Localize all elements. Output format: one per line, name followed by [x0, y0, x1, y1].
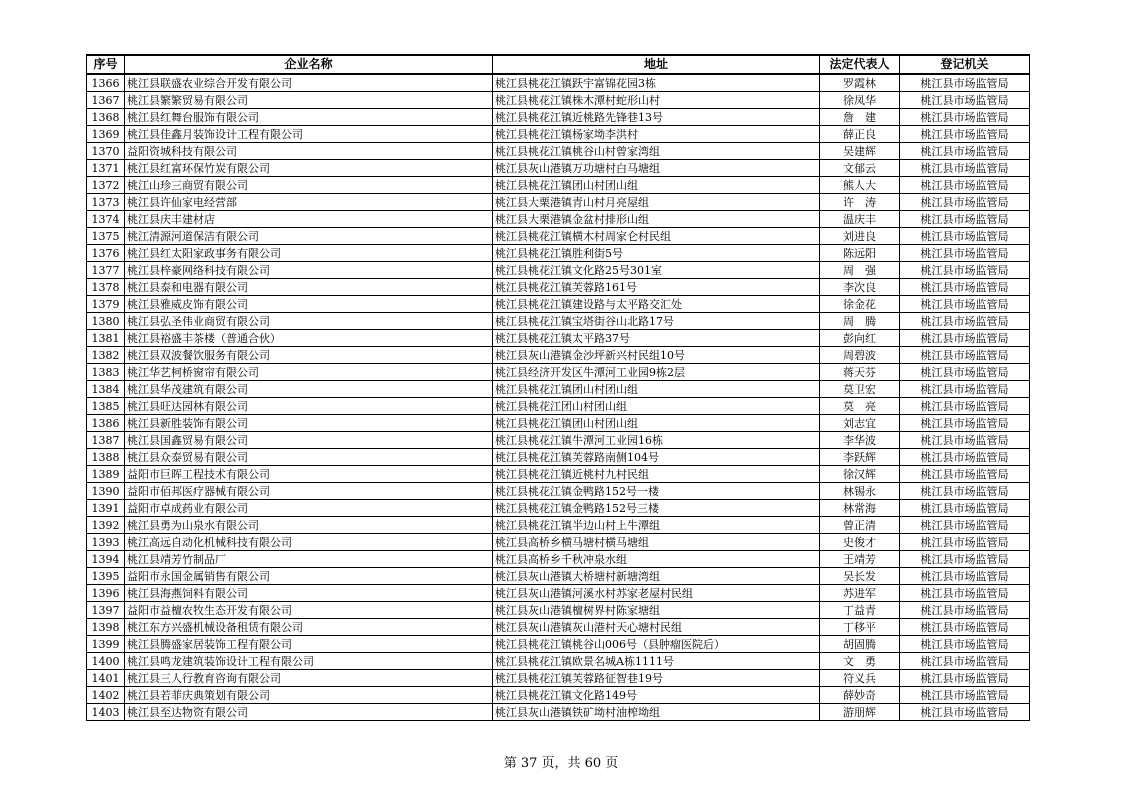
cell-legal-representative: 徐汉辉 [820, 466, 900, 483]
cell-address: 桃江县经济开发区牛潭河工业园9栋2层 [493, 364, 820, 381]
table-row [87, 415, 1030, 432]
cell-address: 桃江县桃花江镇株木潭村蛇形山村 [493, 92, 820, 109]
cell-company-name: 桃江县新胜装饰有限公司 [125, 415, 493, 432]
cell-serial-number: 1372 [87, 177, 125, 194]
cell-serial-number: 1400 [87, 653, 125, 670]
cell-legal-representative: 林常海 [820, 500, 900, 517]
cell-company-name: 益阳市益檀农牧生态开发有限公司 [125, 602, 493, 619]
cell-registration-authority: 桃江县市场监管局 [900, 177, 1030, 194]
table-row [87, 551, 1030, 568]
cell-serial-number: 1368 [87, 109, 125, 126]
cell-company-name: 桃江县梓豪网络科技有限公司 [125, 262, 493, 279]
cell-legal-representative: 文 勇 [820, 653, 900, 670]
table-row [87, 619, 1030, 636]
registry-table [86, 54, 1030, 721]
cell-company-name: 桃江县众泰贸易有限公司 [125, 449, 493, 466]
cell-company-name: 桃江县腾盛家居装饰工程有限公司 [125, 636, 493, 653]
header-registration-authority: 登记机关 [900, 55, 1030, 74]
cell-company-name: 桃江县旺达园林有限公司 [125, 398, 493, 415]
table-row [87, 585, 1030, 602]
cell-legal-representative: 胡固腾 [820, 636, 900, 653]
cell-registration-authority: 桃江县市场监管局 [900, 398, 1030, 415]
cell-company-name: 桃江东方兴盛机械设备租赁有限公司 [125, 619, 493, 636]
cell-registration-authority: 桃江县市场监管局 [900, 449, 1030, 466]
cell-registration-authority: 桃江县市场监管局 [900, 364, 1030, 381]
cell-company-name: 益阳市卓成药业有限公司 [125, 500, 493, 517]
table-row [87, 364, 1030, 381]
header-company-name: 企业名称 [125, 55, 493, 74]
cell-serial-number: 1403 [87, 704, 125, 721]
cell-company-name: 桃江县三人行教育咨询有限公司 [125, 670, 493, 687]
table-row [87, 687, 1030, 704]
cell-address: 桃江县桃花江镇近桃村九村民组 [493, 466, 820, 483]
cell-legal-representative: 丁益青 [820, 602, 900, 619]
cell-address: 桃江县桃花江镇芙蓉路南侧104号 [493, 449, 820, 466]
cell-registration-authority: 桃江县市场监管局 [900, 653, 1030, 670]
cell-registration-authority: 桃江县市场监管局 [900, 126, 1030, 143]
cell-registration-authority: 桃江县市场监管局 [900, 619, 1030, 636]
cell-registration-authority: 桃江县市场监管局 [900, 92, 1030, 109]
cell-company-name: 桃江华艺柯桥窗帘有限公司 [125, 364, 493, 381]
cell-address: 桃江县桃花江镇横木村周家仑村民组 [493, 228, 820, 245]
cell-serial-number: 1396 [87, 585, 125, 602]
header-address: 地址 [493, 55, 820, 74]
table-row [87, 279, 1030, 296]
cell-registration-authority: 桃江县市场监管局 [900, 415, 1030, 432]
table-row [87, 432, 1030, 449]
cell-serial-number: 1383 [87, 364, 125, 381]
table-row [87, 74, 1030, 92]
table-row [87, 92, 1030, 109]
table-row [87, 517, 1030, 534]
cell-company-name: 桃江县佳鑫月装饰设计工程有限公司 [125, 126, 493, 143]
cell-address: 桃江县桃花江镇文化路149号 [493, 687, 820, 704]
cell-legal-representative: 苏进军 [820, 585, 900, 602]
cell-serial-number: 1376 [87, 245, 125, 262]
header-serial-number: 序号 [87, 55, 125, 74]
table-row [87, 262, 1030, 279]
cell-address: 桃江县桃花江镇胜利街5号 [493, 245, 820, 262]
table-row [87, 109, 1030, 126]
cell-serial-number: 1369 [87, 126, 125, 143]
cell-serial-number: 1375 [87, 228, 125, 245]
cell-registration-authority: 桃江县市场监管局 [900, 517, 1030, 534]
cell-address: 桃江县桃花江镇牛潭河工业园16栋 [493, 432, 820, 449]
cell-registration-authority: 桃江县市场监管局 [900, 143, 1030, 160]
cell-legal-representative: 蒋天芬 [820, 364, 900, 381]
table-row [87, 466, 1030, 483]
cell-company-name: 桃江县雅威皮饰有限公司 [125, 296, 493, 313]
cell-serial-number: 1387 [87, 432, 125, 449]
cell-legal-representative: 刘进良 [820, 228, 900, 245]
cell-serial-number: 1401 [87, 670, 125, 687]
cell-company-name: 益阳市佰邦医疗器械有限公司 [125, 483, 493, 500]
cell-legal-representative: 詹 建 [820, 109, 900, 126]
cell-registration-authority: 桃江县市场监管局 [900, 262, 1030, 279]
cell-serial-number: 1392 [87, 517, 125, 534]
cell-serial-number: 1402 [87, 687, 125, 704]
cell-legal-representative: 丁移平 [820, 619, 900, 636]
cell-serial-number: 1366 [87, 74, 125, 92]
cell-serial-number: 1390 [87, 483, 125, 500]
cell-company-name: 桃江县许仙家电经营部 [125, 194, 493, 211]
cell-legal-representative: 罗霞林 [820, 74, 900, 92]
cell-address: 桃江县灰山港镇檀树界村陈家塘组 [493, 602, 820, 619]
cell-address: 桃江县灰山港镇灰山港村天心塘村民组 [493, 619, 820, 636]
cell-registration-authority: 桃江县市场监管局 [900, 194, 1030, 211]
cell-registration-authority: 桃江县市场监管局 [900, 347, 1030, 364]
cell-legal-representative: 文郁云 [820, 160, 900, 177]
table-row [87, 602, 1030, 619]
table-row [87, 500, 1030, 517]
cell-registration-authority: 桃江县市场监管局 [900, 74, 1030, 92]
cell-address: 桃江县桃花江镇芙蓉路征智巷19号 [493, 670, 820, 687]
cell-legal-representative: 周 腾 [820, 313, 900, 330]
cell-company-name: 桃江县红富环保竹炭有限公司 [125, 160, 493, 177]
cell-company-name: 桃江县红舞台服饰有限公司 [125, 109, 493, 126]
cell-company-name: 桃江高远自动化机械科技有限公司 [125, 534, 493, 551]
cell-legal-representative: 陈远阳 [820, 245, 900, 262]
header-legal-representative: 法定代表人 [820, 55, 900, 74]
cell-company-name: 桃江县红太阳家政事务有限公司 [125, 245, 493, 262]
cell-company-name: 桃江县双波餐饮服务有限公司 [125, 347, 493, 364]
cell-registration-authority: 桃江县市场监管局 [900, 330, 1030, 347]
cell-serial-number: 1395 [87, 568, 125, 585]
cell-serial-number: 1371 [87, 160, 125, 177]
cell-company-name: 桃江县若菲庆典策划有限公司 [125, 687, 493, 704]
cell-serial-number: 1394 [87, 551, 125, 568]
cell-serial-number: 1398 [87, 619, 125, 636]
cell-company-name: 桃江县靖芳竹制品厂 [125, 551, 493, 568]
cell-legal-representative: 莫 亮 [820, 398, 900, 415]
cell-registration-authority: 桃江县市场监管局 [900, 585, 1030, 602]
cell-serial-number: 1397 [87, 602, 125, 619]
table-row [87, 245, 1030, 262]
cell-company-name: 桃江县联盛农业综合开发有限公司 [125, 74, 493, 92]
cell-legal-representative: 王靖芳 [820, 551, 900, 568]
cell-registration-authority: 桃江县市场监管局 [900, 466, 1030, 483]
cell-address: 桃江县灰山港镇金沙坪新兴村民组10号 [493, 347, 820, 364]
cell-legal-representative: 李次良 [820, 279, 900, 296]
cell-registration-authority: 桃江县市场监管局 [900, 568, 1030, 585]
cell-serial-number: 1378 [87, 279, 125, 296]
table-row [87, 636, 1030, 653]
table-row [87, 483, 1030, 500]
page-footer: 第 37 页，共 60 页 [503, 756, 619, 771]
cell-registration-authority: 桃江县市场监管局 [900, 109, 1030, 126]
cell-address: 桃江县桃花江镇跃宇富锦花园3栋 [493, 74, 820, 92]
cell-company-name: 桃江县至达物资有限公司 [125, 704, 493, 721]
cell-registration-authority: 桃江县市场监管局 [900, 636, 1030, 653]
cell-address: 桃江县桃花江镇宝塔街谷山北路17号 [493, 313, 820, 330]
cell-legal-representative: 史俊才 [820, 534, 900, 551]
cell-address: 桃江县桃花江镇芙蓉路161号 [493, 279, 820, 296]
cell-serial-number: 1382 [87, 347, 125, 364]
cell-legal-representative: 周碧波 [820, 347, 900, 364]
cell-registration-authority: 桃江县市场监管局 [900, 245, 1030, 262]
cell-serial-number: 1374 [87, 211, 125, 228]
cell-registration-authority: 桃江县市场监管局 [900, 534, 1030, 551]
cell-serial-number: 1391 [87, 500, 125, 517]
cell-address: 桃江县桃花江镇金鸭路152号一楼 [493, 483, 820, 500]
cell-company-name: 桃江县国鑫贸易有限公司 [125, 432, 493, 449]
cell-legal-representative: 徐凤华 [820, 92, 900, 109]
cell-company-name: 桃江县庆丰建材店 [125, 211, 493, 228]
cell-registration-authority: 桃江县市场监管局 [900, 381, 1030, 398]
cell-address: 桃江县桃花江镇桃谷山村曾家湾组 [493, 143, 820, 160]
table-row [87, 296, 1030, 313]
cell-serial-number: 1381 [87, 330, 125, 347]
cell-address: 桃江县灰山港镇河溪水村苏家老屋村民组 [493, 585, 820, 602]
cell-legal-representative: 薛妙奇 [820, 687, 900, 704]
cell-registration-authority: 桃江县市场监管局 [900, 602, 1030, 619]
cell-address: 桃江县灰山港镇铁矿坳村油榨坳组 [493, 704, 820, 721]
cell-registration-authority: 桃江县市场监管局 [900, 313, 1030, 330]
table-header-row [87, 55, 1030, 74]
cell-legal-representative: 许 涛 [820, 194, 900, 211]
cell-registration-authority: 桃江县市场监管局 [900, 704, 1030, 721]
table-row [87, 313, 1030, 330]
cell-serial-number: 1386 [87, 415, 125, 432]
cell-registration-authority: 桃江县市场监管局 [900, 670, 1030, 687]
cell-legal-representative: 莫卫宏 [820, 381, 900, 398]
cell-registration-authority: 桃江县市场监管局 [900, 228, 1030, 245]
cell-company-name: 桃江县华茂建筑有限公司 [125, 381, 493, 398]
cell-address: 桃江县灰山港镇万功塘村白马塘组 [493, 160, 820, 177]
cell-serial-number: 1399 [87, 636, 125, 653]
cell-serial-number: 1367 [87, 92, 125, 109]
cell-serial-number: 1384 [87, 381, 125, 398]
table-row [87, 228, 1030, 245]
table-row [87, 398, 1030, 415]
cell-address: 桃江县桃花江镇欧景名城A栋1111号 [493, 653, 820, 670]
cell-serial-number: 1388 [87, 449, 125, 466]
cell-registration-authority: 桃江县市场监管局 [900, 279, 1030, 296]
cell-legal-representative: 李华波 [820, 432, 900, 449]
cell-legal-representative: 薛正良 [820, 126, 900, 143]
table-row [87, 143, 1030, 160]
cell-serial-number: 1379 [87, 296, 125, 313]
table-row [87, 704, 1030, 721]
table-row [87, 653, 1030, 670]
cell-address: 桃江县桃花江镇太平路37号 [493, 330, 820, 347]
cell-address: 桃江县桃花江镇杨家坳李洪村 [493, 126, 820, 143]
cell-registration-authority: 桃江县市场监管局 [900, 211, 1030, 228]
cell-registration-authority: 桃江县市场监管局 [900, 483, 1030, 500]
cell-legal-representative: 周 强 [820, 262, 900, 279]
table-row [87, 194, 1030, 211]
cell-address: 桃江县桃花江镇团山村团山组 [493, 177, 820, 194]
cell-company-name: 桃江县鸣龙建筑装饰设计工程有限公司 [125, 653, 493, 670]
cell-address: 桃江县桃花江镇半边山村上牛潭组 [493, 517, 820, 534]
cell-legal-representative: 游朋辉 [820, 704, 900, 721]
table-row [87, 347, 1030, 364]
cell-address: 桃江县桃花江镇文化路25号301室 [493, 262, 820, 279]
cell-address: 桃江县桃花江团山村团山组 [493, 398, 820, 415]
cell-serial-number: 1370 [87, 143, 125, 160]
cell-company-name: 益阳资城科技有限公司 [125, 143, 493, 160]
cell-company-name: 桃江县海燕饲料有限公司 [125, 585, 493, 602]
cell-address: 桃江县大栗港镇金盆村排形山组 [493, 211, 820, 228]
cell-legal-representative: 刘志宜 [820, 415, 900, 432]
cell-company-name: 桃江山珍三商贸有限公司 [125, 177, 493, 194]
cell-company-name: 桃江县泰和电器有限公司 [125, 279, 493, 296]
cell-registration-authority: 桃江县市场监管局 [900, 551, 1030, 568]
cell-company-name: 桃江县勇为山泉水有限公司 [125, 517, 493, 534]
cell-company-name: 桃江清源河道保洁有限公司 [125, 228, 493, 245]
cell-address: 桃江县高桥乡千秋冲泉水组 [493, 551, 820, 568]
table-row [87, 449, 1030, 466]
table-row [87, 211, 1030, 228]
table-row [87, 534, 1030, 551]
cell-registration-authority: 桃江县市场监管局 [900, 296, 1030, 313]
cell-legal-representative: 温庆丰 [820, 211, 900, 228]
cell-serial-number: 1377 [87, 262, 125, 279]
table-body [87, 74, 1030, 721]
cell-company-name: 益阳市巨晖工程技术有限公司 [125, 466, 493, 483]
cell-serial-number: 1380 [87, 313, 125, 330]
cell-legal-representative: 彭向红 [820, 330, 900, 347]
cell-legal-representative: 符义兵 [820, 670, 900, 687]
cell-legal-representative: 徐金花 [820, 296, 900, 313]
cell-serial-number: 1385 [87, 398, 125, 415]
cell-legal-representative: 林锡永 [820, 483, 900, 500]
cell-address: 桃江县桃花江镇近桃路先锋巷13号 [493, 109, 820, 126]
table-row [87, 126, 1030, 143]
cell-legal-representative: 曾正清 [820, 517, 900, 534]
cell-serial-number: 1373 [87, 194, 125, 211]
table-row [87, 381, 1030, 398]
cell-address: 桃江县桃花江镇桃谷山006号（县肿瘤医院后） [493, 636, 820, 653]
cell-serial-number: 1393 [87, 534, 125, 551]
cell-address: 桃江县桃花江镇建设路与太平路交汇处 [493, 296, 820, 313]
table-row [87, 670, 1030, 687]
table-row [87, 177, 1030, 194]
cell-legal-representative: 李跃辉 [820, 449, 900, 466]
cell-address: 桃江县灰山港镇大桥塘村新塘湾组 [493, 568, 820, 585]
cell-company-name: 桃江县弘圣伟业商贸有限公司 [125, 313, 493, 330]
cell-registration-authority: 桃江县市场监管局 [900, 500, 1030, 517]
cell-registration-authority: 桃江县市场监管局 [900, 687, 1030, 704]
cell-company-name: 桃江县繁繁贸易有限公司 [125, 92, 493, 109]
cell-company-name: 桃江县裕盛丰茶楼（普通合伙） [125, 330, 493, 347]
cell-address: 桃江县高桥乡横马塘村横马塘组 [493, 534, 820, 551]
cell-registration-authority: 桃江县市场监管局 [900, 160, 1030, 177]
table-row [87, 330, 1030, 347]
cell-company-name: 益阳市永国金属销售有限公司 [125, 568, 493, 585]
table-row [87, 568, 1030, 585]
table-row [87, 160, 1030, 177]
cell-legal-representative: 吴建辉 [820, 143, 900, 160]
cell-address: 桃江县桃花江镇团山村团山组 [493, 415, 820, 432]
cell-legal-representative: 吴长发 [820, 568, 900, 585]
cell-registration-authority: 桃江县市场监管局 [900, 432, 1030, 449]
cell-address: 桃江县桃花江镇金鸭路152号三楼 [493, 500, 820, 517]
cell-address: 桃江县桃花江镇团山村团山组 [493, 381, 820, 398]
cell-address: 桃江县大栗港镇青山村月亮屋组 [493, 194, 820, 211]
cell-serial-number: 1389 [87, 466, 125, 483]
cell-legal-representative: 熊人大 [820, 177, 900, 194]
